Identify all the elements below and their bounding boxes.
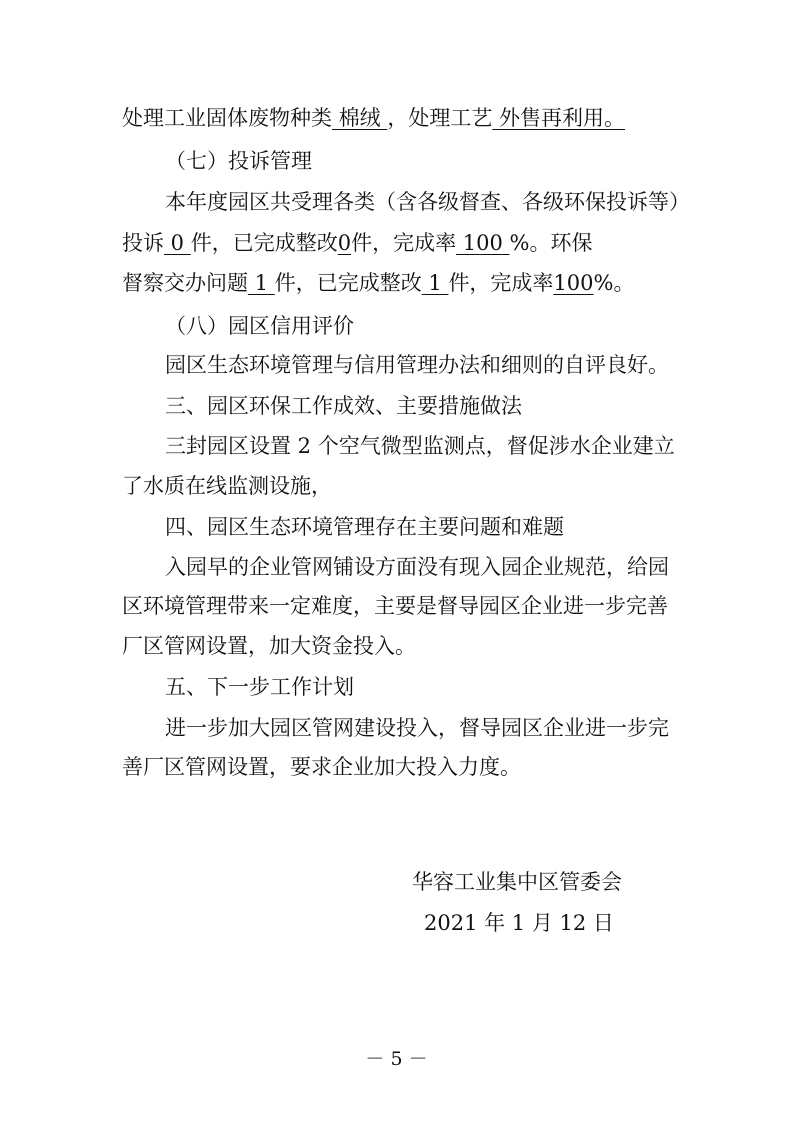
- complaints-rate: 100: [456, 231, 510, 255]
- paragraph-problems-line3: 厂区管网设置，加大资金投入。: [122, 634, 416, 658]
- page-number: － 5 －: [365, 1048, 428, 1070]
- section-heading-plan: 五、下一步工作计划: [165, 675, 354, 699]
- section-heading-credit: （八）园区信用评价: [165, 314, 354, 338]
- paragraph-waste-line: 处理工业固体废物种类 棉绒 ，处理工艺 外售再利用。: [122, 106, 626, 130]
- paragraph-complaints-line2: 投诉 0 件，已完成整改0件，完成率 100 %。环保: [122, 231, 593, 255]
- paragraph-effects-line2: 了水质在线监测设施，: [122, 474, 332, 498]
- paragraph-inspection-line: 督察交办问题 1 件，已完成整改 1 件，完成率100%。: [122, 271, 635, 295]
- process-value: 外售再利用。: [492, 106, 626, 130]
- inspection-rectified: 1: [421, 271, 449, 295]
- section-heading-complaints: （七）投诉管理: [165, 149, 312, 173]
- paragraph-plan-line2: 善厂区管网设置，要求企业加大投入力度。: [122, 755, 521, 779]
- signature-date: 2021 年 1 月 12 日: [424, 911, 614, 935]
- complaints-rectified: 0: [337, 231, 352, 255]
- section-heading-problems: 四、园区生态环境管理存在主要问题和难题: [165, 515, 564, 539]
- paragraph-complaints-line1: 本年度园区共受理各类（含各级督查、各级环保投诉等）: [165, 190, 690, 214]
- paragraph-effects-line1: 三封园区设置 2 个空气微型监测点，督促涉水企业建立: [165, 434, 675, 458]
- paragraph-problems-line1: 入园早的企业管网铺设方面没有现入园企业规范，给园: [165, 555, 669, 579]
- signature-organization: 华容工业集中区管委会: [412, 870, 622, 894]
- waste-type-value: 棉绒: [332, 106, 388, 130]
- inspection-rate: 100: [553, 271, 594, 295]
- paragraph-credit: 园区生态环境管理与信用管理办法和细则的自评良好。: [165, 353, 669, 377]
- complaints-count: 0: [164, 231, 191, 255]
- paragraph-problems-line2: 区环境管理带来一定难度，主要是督导园区企业进一步完善: [122, 594, 668, 618]
- inspection-issues-count: 1: [248, 271, 275, 295]
- section-heading-effects: 三、园区环保工作成效、主要措施做法: [165, 394, 522, 418]
- paragraph-plan-line1: 进一步加大园区管网建设投入，督导园区企业进一步完: [165, 716, 669, 740]
